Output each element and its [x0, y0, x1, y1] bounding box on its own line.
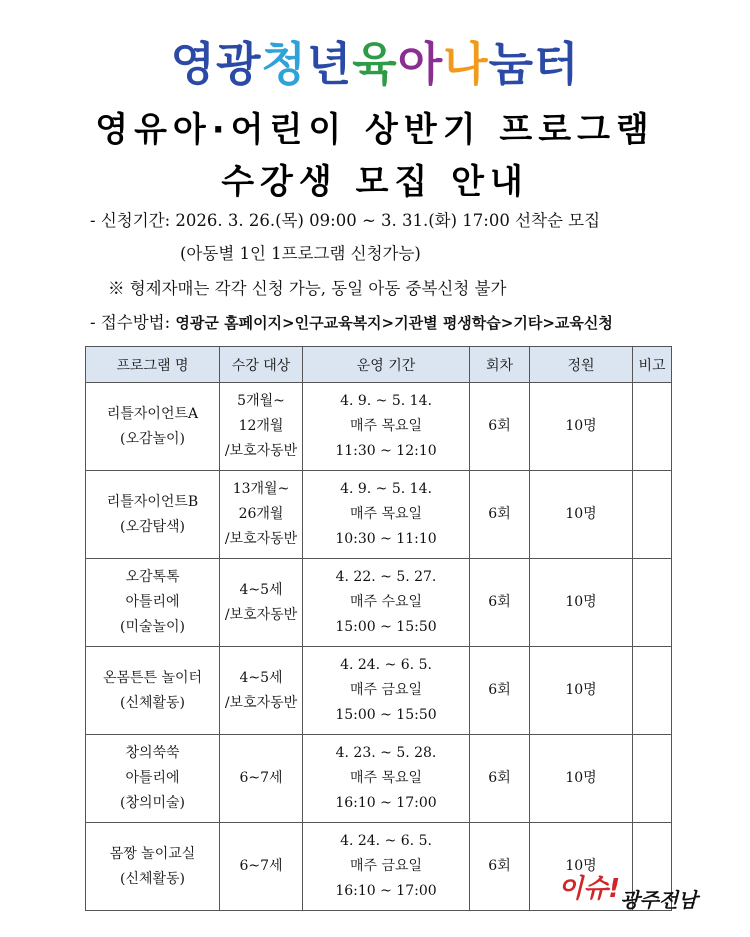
cell-period: [303, 471, 470, 559]
cell-note: [633, 471, 672, 559]
cell-sessions: 6회: [470, 383, 530, 471]
application-method: [90, 312, 613, 334]
cell-program-name-line: 온몸튼튼 놀이터: [102, 669, 203, 686]
cell-period-line: 매주 금요일: [349, 858, 423, 874]
cell-capacity: 10명: [530, 383, 633, 471]
cell-target-line: /보호자동반: [224, 606, 298, 623]
cell-period-line: 매주 목요일: [349, 506, 423, 522]
table-row: [86, 647, 672, 735]
header-period: 운영 기간: [303, 347, 470, 383]
application-period: - 신청기간: 2026. 3. 26.(목) 09:00 ~ 3. 31.(화) 17:00 선착순 모집: [90, 211, 601, 230]
cell-period-line: 4. 9. ~ 5. 14.: [340, 481, 432, 497]
table-row: [86, 559, 672, 647]
cell-program-name: [86, 823, 220, 911]
logo-segment: 년: [306, 37, 353, 91]
cell-note: [633, 735, 672, 823]
cell-program-name: [86, 647, 220, 735]
logo-title: [0, 34, 750, 94]
cell-program-name-line: (미술놀이): [119, 619, 186, 635]
cell-target-line: 5개월~: [237, 393, 285, 409]
header-program-name: 프로그램 명: [86, 347, 220, 383]
title-line-1: 영유아·어린이 상반기 프로그램: [95, 110, 655, 150]
cell-period: [303, 559, 470, 647]
cell-sessions: 6회: [470, 823, 530, 911]
cell-period-line: 4. 24. ~ 6. 5.: [340, 657, 432, 673]
cell-program-name-line: 오감톡톡: [125, 569, 180, 585]
cell-target: [220, 735, 303, 823]
table-row: [86, 735, 672, 823]
table-row: [86, 383, 672, 471]
cell-program-name: [86, 471, 220, 559]
logo-segment: 청: [261, 37, 307, 91]
cell-program-name: [86, 383, 220, 471]
cell-period-line: 15:00 ~ 15:50: [335, 619, 437, 635]
cell-target-line: 4~5세: [239, 669, 283, 686]
application-limit: (아동별 1인 1프로그램 신청가능): [180, 244, 421, 263]
logo-segment: 나: [443, 37, 489, 91]
cell-target-line: 12개월: [238, 418, 284, 434]
sibling-note: ※ 형제자매는 각각 신청 가능, 동일 아동 중복신청 불가: [108, 279, 507, 298]
cell-sessions: 6회: [470, 471, 530, 559]
cell-target-line: /보호자동반: [224, 443, 298, 459]
cell-period: [303, 823, 470, 911]
cell-program-name-line: 리틀자이언트A: [106, 405, 199, 422]
cell-program-name-line: 리틀자이언트B: [106, 493, 199, 510]
logo-segment: 눔터: [488, 37, 580, 91]
cell-program-name-line: 아틀리에: [125, 770, 180, 786]
cell-target-line: 26개월: [238, 506, 284, 522]
cell-program-name-line: 아틀리에: [125, 594, 180, 610]
cell-note: [633, 647, 672, 735]
cell-target: [220, 559, 303, 647]
cell-period-line: 4. 22. ~ 5. 27.: [335, 569, 437, 585]
cell-program-name: [86, 559, 220, 647]
table-header-row: [86, 347, 672, 383]
cell-period-line: 4. 23. ~ 5. 28.: [335, 745, 437, 761]
title-line-2: 수강생 모집 안내: [221, 162, 529, 202]
cell-period-line: 16:10 ~ 17:00: [335, 795, 437, 811]
application-method-label: - 접수방법:: [90, 313, 176, 332]
cell-program-name-line: (창의미술): [119, 795, 186, 811]
cell-capacity: 10명: [530, 823, 633, 911]
cell-target-line: /보호자동반: [224, 531, 298, 547]
cell-period: [303, 647, 470, 735]
cell-program-name-line: (신체활동): [119, 694, 186, 711]
cell-period: [303, 735, 470, 823]
logo-segment: 영광: [170, 37, 262, 91]
cell-note: [633, 559, 672, 647]
table-row: [86, 471, 672, 559]
program-table: [85, 346, 672, 911]
cell-capacity: 10명: [530, 559, 633, 647]
cell-target-line: /보호자동반: [224, 694, 298, 711]
cell-sessions: 6회: [470, 559, 530, 647]
cell-period-line: 10:30 ~ 11:10: [335, 531, 437, 547]
cell-program-name: [86, 735, 220, 823]
cell-sessions: 6회: [470, 735, 530, 823]
cell-target-line: 4~5세: [239, 581, 283, 598]
cell-sessions: 6회: [470, 647, 530, 735]
cell-program-name-line: 창의쑥쑥: [125, 745, 180, 761]
cell-capacity: 10명: [530, 735, 633, 823]
cell-program-name-line: (오감놀이): [119, 430, 186, 447]
application-method-path: 영광군 홈페이지>인구교육복지>기관별 평생학습>기타>교육신청: [175, 314, 613, 332]
cell-target: [220, 471, 303, 559]
cell-period-line: 매주 수요일: [349, 594, 423, 610]
logo-segment: 육: [352, 37, 398, 91]
watermark-logo: [558, 868, 698, 912]
cell-note: [633, 383, 672, 471]
cell-period-line: 매주 목요일: [349, 418, 423, 434]
watermark-part1: 이슈!: [558, 874, 621, 904]
cell-period-line: 11:30 ~ 12:10: [335, 443, 437, 459]
cell-target: [220, 383, 303, 471]
header-sessions: 회차: [470, 347, 530, 383]
cell-period-line: 16:10 ~ 17:00: [335, 883, 437, 899]
cell-program-name-line: (신체활동): [119, 870, 186, 887]
cell-period-line: 15:00 ~ 15:50: [335, 707, 437, 723]
cell-target: [220, 647, 303, 735]
header-note: 비고: [633, 347, 672, 383]
cell-capacity: 10명: [530, 471, 633, 559]
watermark-part2: 광주전남: [620, 888, 698, 912]
cell-capacity: 10명: [530, 647, 633, 735]
logo-segment: 아: [397, 37, 444, 91]
cell-period-line: 매주 목요일: [349, 770, 423, 786]
cell-period: [303, 383, 470, 471]
cell-target-line: 6~7세: [239, 858, 283, 874]
cell-period-line: 4. 24. ~ 6. 5.: [340, 833, 432, 849]
cell-program-name-line: (오감탐색): [119, 518, 186, 535]
cell-program-name-line: 몸짱 놀이교실: [109, 845, 196, 862]
cell-period-line: 매주 금요일: [349, 682, 423, 698]
cell-target-line: 6~7세: [239, 770, 283, 786]
cell-target: [220, 823, 303, 911]
header-target: 수강 대상: [220, 347, 303, 383]
cell-period-line: 4. 9. ~ 5. 14.: [340, 393, 432, 409]
header-capacity: 정원: [530, 347, 633, 383]
cell-target-line: 13개월~: [232, 481, 290, 497]
